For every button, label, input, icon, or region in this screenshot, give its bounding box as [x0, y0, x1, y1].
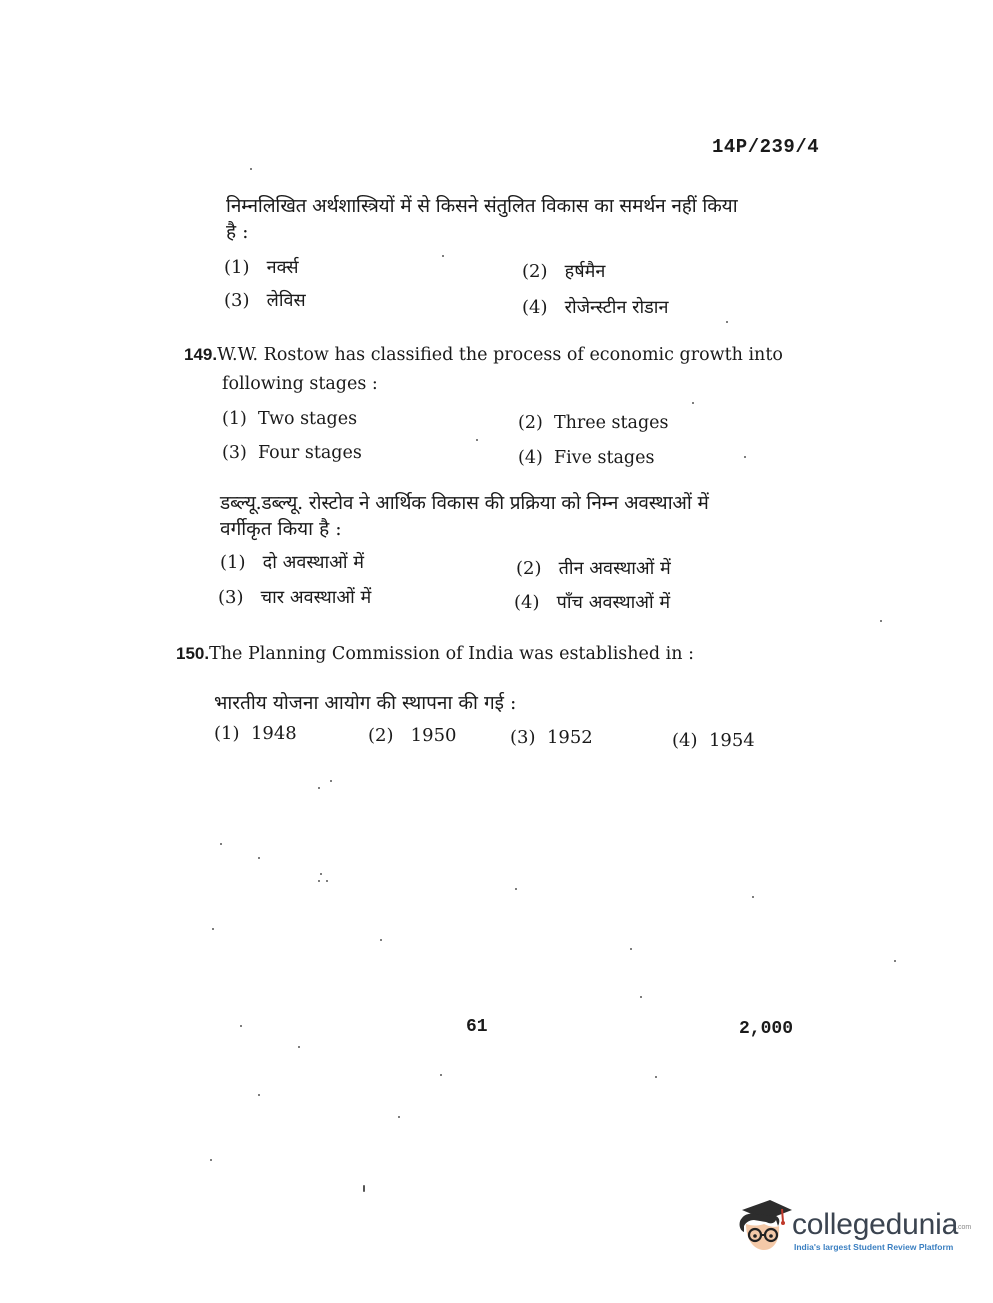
option-number: (2): [518, 413, 543, 433]
option-text: Three stages: [553, 413, 669, 433]
option-text: Five stages: [553, 448, 655, 468]
option-text: 1952: [546, 727, 593, 748]
q148-option-4: [522, 295, 668, 319]
question-text: The Planning Commission of India was established in :: [209, 644, 694, 664]
q148-hindi-line1: निम्नलिखित अर्थशास्त्रियों में से किसने संतुलित विकास का समर्थन नहीं किया: [226, 195, 738, 217]
option-number: (1): [224, 257, 250, 278]
q150-option-2: [368, 725, 456, 746]
option-text: लेविस: [266, 290, 306, 311]
option-text: 1948: [250, 723, 297, 744]
option-number: (1): [214, 723, 240, 744]
option-number: (1): [222, 409, 247, 429]
option-number: (3): [222, 443, 247, 463]
option-text: Two stages: [257, 409, 358, 429]
option-text: दो अवस्थाओं में: [262, 552, 365, 573]
logo-wordmark: collegedunia: [792, 1208, 959, 1241]
q150-option-4: [672, 730, 755, 751]
option-number: (2): [516, 558, 542, 579]
q149-english-line2: following stages :: [222, 374, 378, 394]
q150-option-3: [510, 727, 593, 748]
collegedunia-watermark: [732, 1196, 972, 1260]
option-text: चार अवस्थाओं में: [260, 587, 372, 608]
copies-count: 2,000: [739, 1019, 794, 1039]
q149-option-1: [222, 409, 357, 429]
option-number: (4): [518, 448, 543, 468]
student-cap-glasses-icon: [736, 1196, 792, 1256]
option-number: (4): [672, 730, 698, 751]
question-text: W.W. Rostow has classified the process of economic growth into: [217, 345, 783, 365]
q150-hindi-line: भारतीय योजना आयोग की स्थापना की गई :: [214, 692, 517, 714]
q149-hindi-line1: डब्ल्यू.डब्ल्यू. रोस्टोव ने आर्थिक विकास की प्रक्रिया को निम्न अवस्थाओं में: [220, 492, 709, 514]
q148-option-2: [522, 259, 605, 283]
q149-option-2: [518, 413, 669, 433]
option-text: तीन अवस्थाओं में: [558, 558, 671, 579]
option-text: पाँच अवस्थाओं में: [556, 592, 671, 613]
option-number: (4): [522, 297, 548, 318]
q149-option-4: [518, 448, 654, 468]
question-number: 149.: [184, 345, 218, 364]
q149-option-3: [222, 443, 362, 463]
option-text: रोजेन्स्टीन रोडान: [564, 297, 669, 318]
option-number: (3): [218, 587, 244, 608]
page-number: 61: [466, 1017, 488, 1037]
option-number: (3): [224, 290, 250, 311]
logo-domain-suffix: .com: [956, 1224, 972, 1231]
option-text: हर्षमैन: [564, 261, 606, 282]
q148-option-3: [224, 288, 306, 312]
q148-option-1: [224, 255, 299, 279]
option-number: (2): [522, 261, 548, 282]
q149-english-line1: [184, 345, 783, 365]
q148-hindi-line2: है :: [226, 221, 249, 243]
option-number: (3): [510, 727, 536, 748]
paper-code: 14P/239/4: [712, 136, 820, 158]
q149-hindi-line2: वर्गीकृत किया है :: [220, 518, 342, 540]
q150-option-1: [214, 723, 297, 744]
q149-hindi-option-1: [220, 550, 364, 574]
option-text: 1950: [410, 725, 457, 746]
option-number: (2): [368, 725, 394, 746]
option-number: (4): [514, 592, 540, 613]
option-text: Four stages: [257, 443, 362, 463]
option-text: नर्क्स: [266, 257, 299, 278]
q150-english-line: [176, 644, 694, 664]
option-number: (1): [220, 552, 246, 573]
logo-tagline: India's largest Student Review Platform: [794, 1242, 954, 1252]
q149-hindi-option-2: [516, 556, 671, 580]
q149-hindi-option-3: [218, 585, 371, 609]
question-number: 150.: [176, 644, 210, 663]
q149-hindi-option-4: [514, 590, 670, 614]
option-text: 1954: [708, 730, 755, 751]
